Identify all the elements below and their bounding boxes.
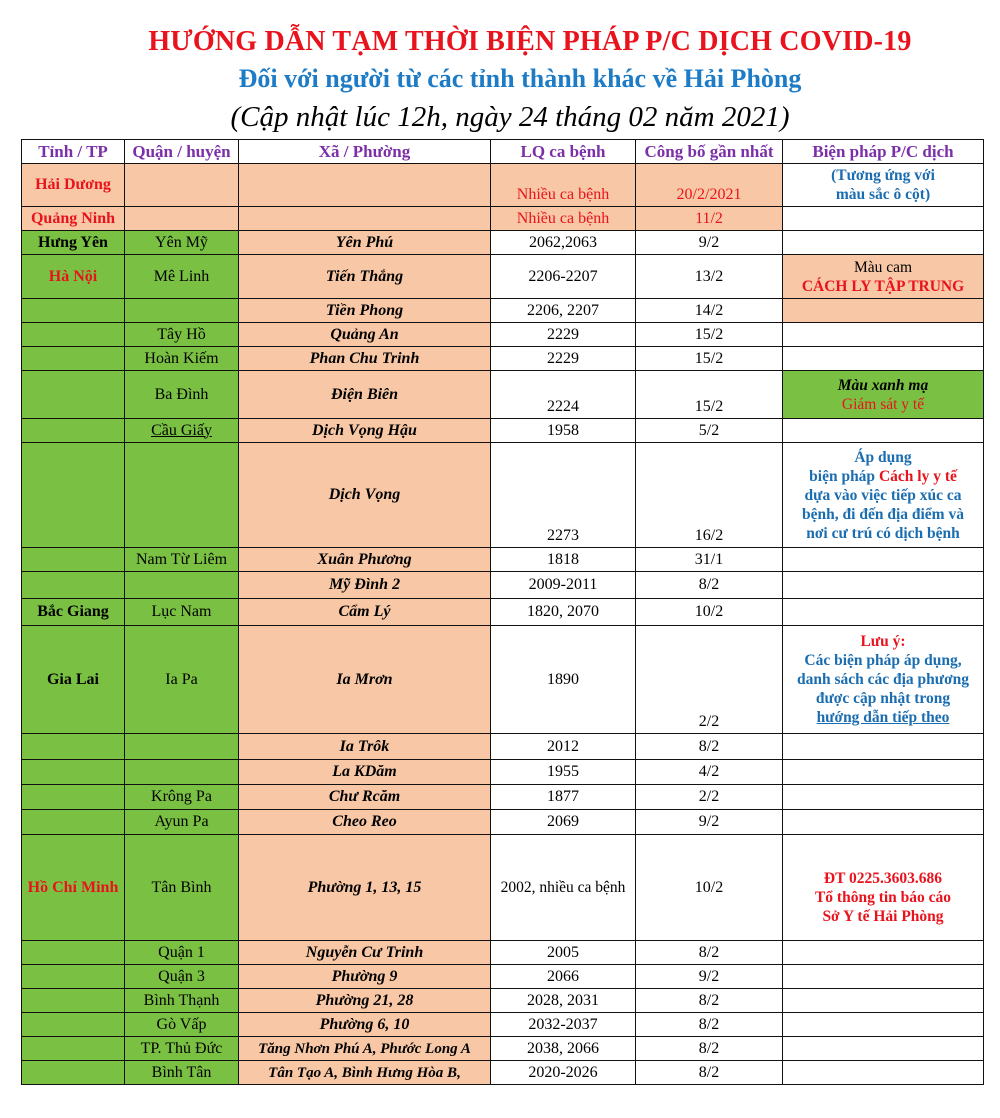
header-district: Quận / huyện	[125, 140, 239, 164]
measure-legend: (Tương ứng với màu sắc ô cột)	[783, 164, 984, 207]
table-row	[22, 1037, 984, 1061]
cases-cell: 1890	[491, 626, 636, 734]
date-cell: 9/2	[636, 231, 783, 255]
table-row	[22, 323, 984, 347]
cases-cell: 2062,2063	[491, 231, 636, 255]
province-cell	[22, 965, 125, 989]
cases-cell: 2066	[491, 965, 636, 989]
province-cell	[22, 371, 125, 419]
commune-cell: Xuân Phương	[239, 548, 491, 572]
date-cell: 4/2	[636, 760, 783, 785]
table-row	[22, 965, 984, 989]
province-cell	[22, 734, 125, 760]
date-cell: 15/2	[636, 323, 783, 347]
district-cell: Hoàn Kiếm	[125, 347, 239, 371]
table-row	[22, 419, 984, 443]
district-cell: Nam Từ Liêm	[125, 548, 239, 572]
commune-cell: Nguyễn Cư Trinh	[239, 941, 491, 965]
district-cell	[125, 299, 239, 323]
district-cell: Bình Tân	[125, 1061, 239, 1085]
measure-cell	[783, 599, 984, 626]
district-cell: Ayun Pa	[125, 810, 239, 835]
table-row	[22, 371, 984, 419]
commune-cell: La KDăm	[239, 760, 491, 785]
date-cell: 31/1	[636, 548, 783, 572]
district-cell: Lục Nam	[125, 599, 239, 626]
measure-cell	[783, 548, 984, 572]
date-cell: 8/2	[636, 1037, 783, 1061]
commune-cell: Mỹ Đình 2	[239, 572, 491, 599]
measure-green: Màu xanh mạ Giám sát y tế	[783, 371, 984, 419]
date-cell: 11/2	[636, 207, 783, 231]
commune-cell: Tân Tạo A, Bình Hưng Hòa B,	[239, 1061, 491, 1085]
province-cell	[22, 443, 125, 548]
table-row	[22, 548, 984, 572]
commune-cell: Điện Biên	[239, 371, 491, 419]
date-cell: 20/2/2021	[636, 164, 783, 207]
province-cell	[22, 810, 125, 835]
measure-cell	[783, 785, 984, 810]
date-cell: 2/2	[636, 785, 783, 810]
table-row	[22, 255, 984, 299]
cases-cell: 2012	[491, 734, 636, 760]
table-row	[22, 572, 984, 599]
district-cell: Tân Bình	[125, 835, 239, 941]
province-cell: Hải Dương	[22, 164, 125, 207]
commune-cell	[239, 164, 491, 207]
district-cell: Ia Pa	[125, 626, 239, 734]
district-cell: Mê Linh	[125, 255, 239, 299]
table-row	[22, 785, 984, 810]
cases-cell: 1877	[491, 785, 636, 810]
commune-cell: Dịch Vọng	[239, 443, 491, 548]
measure-cell	[783, 231, 984, 255]
province-cell	[22, 1037, 125, 1061]
date-cell: 5/2	[636, 419, 783, 443]
province-cell	[22, 299, 125, 323]
table-row	[22, 231, 984, 255]
cases-cell: Nhiều ca bệnh	[491, 207, 636, 231]
commune-cell: Phường 6, 10	[239, 1013, 491, 1037]
measure-note: Lưu ý: Các biện pháp áp dụng, danh sách các địa phương được cập nhật trong hướng dẫn tiếp theo	[783, 626, 984, 734]
header-commune: Xã / Phường	[239, 140, 491, 164]
update-note: (Cập nhật lúc 12h, ngày 24 tháng 02 năm 2021)	[230, 101, 790, 133]
province-cell	[22, 548, 125, 572]
commune-cell	[239, 207, 491, 231]
cases-cell: 2028, 2031	[491, 989, 636, 1013]
cases-cell: Nhiều ca bệnh	[491, 164, 636, 207]
table-header	[22, 140, 984, 164]
date-cell: 10/2	[636, 835, 783, 941]
measure-cell	[783, 810, 984, 835]
date-cell: 9/2	[636, 810, 783, 835]
date-cell: 15/2	[636, 347, 783, 371]
district-cell: Ba Đình	[125, 371, 239, 419]
date-cell: 2/2	[636, 626, 783, 734]
table-row	[22, 810, 984, 835]
date-cell: 8/2	[636, 941, 783, 965]
table-row	[22, 989, 984, 1013]
cases-cell: 2224	[491, 371, 636, 419]
cases-cell: 2206-2207	[491, 255, 636, 299]
district-cell	[125, 443, 239, 548]
province-cell	[22, 1013, 125, 1037]
cases-cell: 1955	[491, 760, 636, 785]
province-cell: Hà Nội	[22, 255, 125, 299]
cases-cell: 1820, 2070	[491, 599, 636, 626]
district-cell: Cầu Giấy	[125, 419, 239, 443]
commune-cell: Phan Chu Trinh	[239, 347, 491, 371]
measure-cell	[783, 347, 984, 371]
district-cell: Bình Thạnh	[125, 989, 239, 1013]
province-cell: Gia Lai	[22, 626, 125, 734]
district-cell	[125, 734, 239, 760]
province-cell: Hồ Chí Minh	[22, 835, 125, 941]
guidance-table	[21, 139, 984, 1085]
cases-cell: 2206, 2207	[491, 299, 636, 323]
cases-cell: 2038, 2066	[491, 1037, 636, 1061]
cases-cell: 2005	[491, 941, 636, 965]
cases-cell: 2273	[491, 443, 636, 548]
measure-contact: ĐT 0225.3603.686 Tổ thông tin báo cáo Sở Y tế Hải Phòng	[783, 835, 984, 941]
commune-cell: Tiền Phong	[239, 299, 491, 323]
district-cell	[125, 207, 239, 231]
cases-cell: 2229	[491, 347, 636, 371]
date-cell: 8/2	[636, 1061, 783, 1085]
measure-cell	[783, 419, 984, 443]
date-cell: 10/2	[636, 599, 783, 626]
date-cell: 16/2	[636, 443, 783, 548]
commune-cell: Tiến Thắng	[239, 255, 491, 299]
measure-cell	[783, 1037, 984, 1061]
measure-cell	[783, 760, 984, 785]
cases-cell: 2020-2026	[491, 1061, 636, 1085]
date-cell: 8/2	[636, 989, 783, 1013]
header-province: Tỉnh / TP	[22, 140, 125, 164]
commune-cell: Tăng Nhơn Phú A, Phước Long A	[239, 1037, 491, 1061]
measure-cell	[783, 572, 984, 599]
province-cell	[22, 1061, 125, 1085]
date-cell: 8/2	[636, 572, 783, 599]
table-row	[22, 207, 984, 231]
district-cell: Krông Pa	[125, 785, 239, 810]
province-cell	[22, 760, 125, 785]
table-row	[22, 164, 984, 207]
table-row	[22, 734, 984, 760]
commune-cell: Cheo Reo	[239, 810, 491, 835]
measure-cell	[783, 323, 984, 347]
district-cell: Gò Vấp	[125, 1013, 239, 1037]
table-row	[22, 443, 984, 548]
province-cell: Quảng Ninh	[22, 207, 125, 231]
province-cell	[22, 347, 125, 371]
province-cell: Bắc Giang	[22, 599, 125, 626]
commune-cell: Ia Mrơn	[239, 626, 491, 734]
district-cell	[125, 760, 239, 785]
commune-cell: Ia Trôk	[239, 734, 491, 760]
district-cell: Quận 1	[125, 941, 239, 965]
district-cell: Tây Hồ	[125, 323, 239, 347]
measure-cell	[783, 734, 984, 760]
commune-cell: Yên Phú	[239, 231, 491, 255]
cases-cell: 1818	[491, 548, 636, 572]
cases-cell: 2229	[491, 323, 636, 347]
commune-cell: Dịch Vọng Hậu	[239, 419, 491, 443]
commune-cell: Phường 1, 13, 15	[239, 835, 491, 941]
measure-cell	[783, 941, 984, 965]
province-cell: Hưng Yên	[22, 231, 125, 255]
table-row	[22, 1013, 984, 1037]
measure-cell	[783, 299, 984, 323]
date-cell: 15/2	[636, 371, 783, 419]
cases-cell: 2032-2037	[491, 1013, 636, 1037]
province-cell	[22, 572, 125, 599]
cases-cell: 2002, nhiều ca bệnh	[491, 835, 636, 941]
district-cell	[125, 572, 239, 599]
header-cases: LQ ca bệnh	[491, 140, 636, 164]
province-cell	[22, 941, 125, 965]
district-cell	[125, 164, 239, 207]
table-row	[22, 835, 984, 941]
date-cell: 14/2	[636, 299, 783, 323]
commune-cell: Chư Rcăm	[239, 785, 491, 810]
province-cell	[22, 785, 125, 810]
table-row	[22, 347, 984, 371]
header-measures: Biện pháp P/C dịch	[783, 140, 984, 164]
cases-cell: 2069	[491, 810, 636, 835]
commune-cell: Phường 9	[239, 965, 491, 989]
measure-orange: Màu cam CÁCH LY TẬP TRUNG	[783, 255, 984, 299]
table-row	[22, 626, 984, 734]
table-row	[22, 299, 984, 323]
header-date: Công bố gần nhất	[636, 140, 783, 164]
measure-cell	[783, 965, 984, 989]
measure-cell	[783, 207, 984, 231]
measure-cell	[783, 1061, 984, 1085]
district-cell: TP. Thủ Đức	[125, 1037, 239, 1061]
commune-cell: Phường 21, 28	[239, 989, 491, 1013]
commune-cell: Quảng An	[239, 323, 491, 347]
page-title: HƯỚNG DẪN TẠM THỜI BIỆN PHÁP P/C DỊCH COVID-19	[148, 26, 912, 57]
measure-white: Áp dụng biện pháp Cách ly y tế dựa vào việc tiếp xúc ca bệnh, đi đến địa điểm và nơi cư trú có dịch bệnh	[783, 443, 984, 548]
page-subtitle: Đối với người từ các tỉnh thành khác về Hải Phòng	[238, 64, 802, 93]
cases-cell: 2009-2011	[491, 572, 636, 599]
province-cell	[22, 989, 125, 1013]
cases-cell: 1958	[491, 419, 636, 443]
commune-cell: Cẩm Lý	[239, 599, 491, 626]
date-cell: 9/2	[636, 965, 783, 989]
province-cell	[22, 323, 125, 347]
table-row	[22, 1061, 984, 1085]
date-cell: 8/2	[636, 1013, 783, 1037]
measure-cell	[783, 1013, 984, 1037]
date-cell: 13/2	[636, 255, 783, 299]
table-row	[22, 760, 984, 785]
district-cell: Quận 3	[125, 965, 239, 989]
province-cell	[22, 419, 125, 443]
district-cell: Yên Mỹ	[125, 231, 239, 255]
date-cell: 8/2	[636, 734, 783, 760]
table-row	[22, 941, 984, 965]
table-row	[22, 599, 984, 626]
measure-cell	[783, 989, 984, 1013]
